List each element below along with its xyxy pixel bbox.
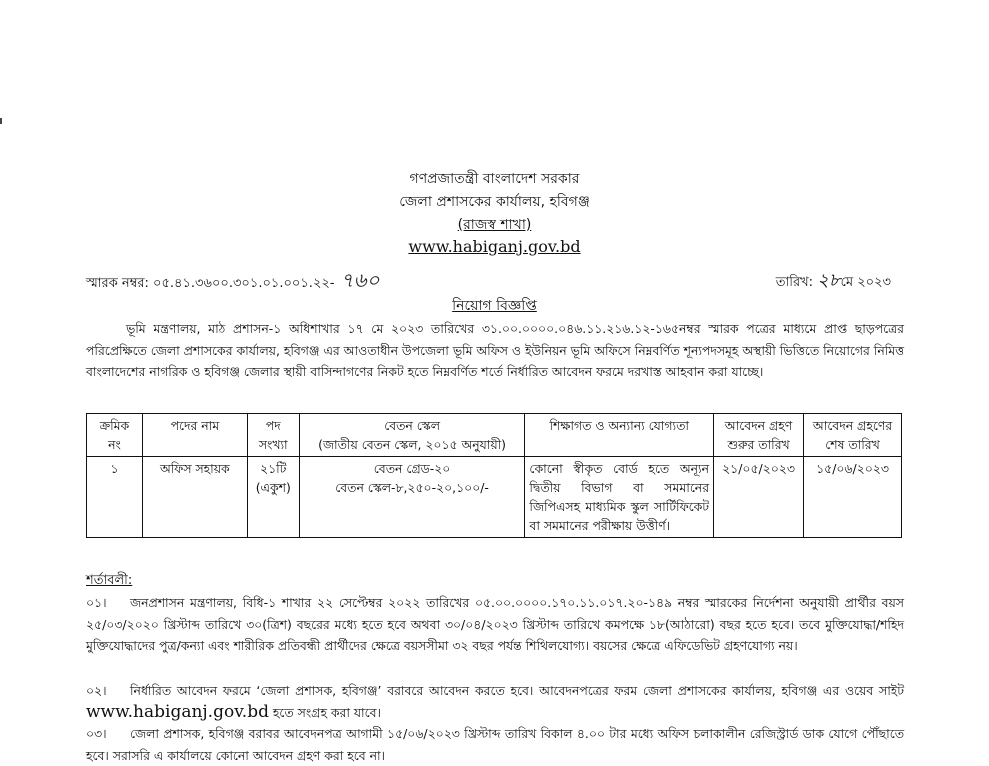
condition-1-number: ০১। [86, 595, 107, 610]
notice-title-text: নিয়োগ বিজ্ঞপ্তি [452, 298, 537, 314]
website-link[interactable] [0, 238, 989, 256]
website-text: www.habiganj.gov.bd [408, 237, 581, 256]
date-label: তারিখ: [775, 275, 814, 290]
header-post: পদের নাম [142, 414, 247, 457]
branch-label: (রাজস্ব শাখা) [457, 217, 532, 233]
condition-2-text-a: নির্ধারিত আবেদন ফরমে ‘জেলা প্রশাসক, হবিগঞ্জ’ বরাবরে আবেদন করতে হবে। আবেদনপত্রের ফরম জেলা প্রশাসকের কার্যালয়, হবিগঞ্জ এর ওয়েব সাইট [130, 683, 904, 698]
intro-paragraph [86, 318, 904, 383]
condition-1-text: জনপ্রশাসন মন্ত্রণালয়, বিধি-১ শাখার ২২ সেপ্টেম্বর ২০২২ তারিখের ০৫.০০.০০০০.১৭০.১১.০১৭.২০-১৪৯ নম্বর স্মারকের নির্দেশনা অনুযায়ী প্রার্থীর বয়স ২৫/০৩/২০২০ খ্রিস্টাব্দ তারিখে ৩০(ত্রিশ) বছরের মধ্যে হতে হবে অথবা ৩০/০৪/২০২৩ খ্রিস্টাব্দ তারিখে কমপক্ষে ১৮(আঠারো) বছর হতে হবে। তবে মুক্তিযোদ্ধা/শহিদ মুক্তিযোদ্ধাদের পুত্র/কন্যা এবং শারীরিক প্রতিবন্ধী প্রার্থীদের ক্ষেত্রে বয়সসীমা ৩২ বছর পর্যন্ত শিথিলযোগ্য। বয়সের ক্ষেত্রে এফিডেভিট গ্রহণযোগ্য নয়। [86, 595, 904, 653]
header-start-date: আবেদন গ্রহণ শুরুর তারিখ [714, 414, 804, 457]
header-count: পদ সংখ্যা [247, 414, 299, 457]
cell-count: ২১টি (একুশ) [247, 457, 299, 538]
cell-start-date: ২১/০৫/২০২৩ [714, 457, 804, 538]
condition-2-website[interactable]: www.habiganj.gov.bd [86, 701, 269, 722]
header-pay-scale: বেতন স্কেল (জাতীয় বেতন স্কেল, ২০১৫ অনুযায়ী) [299, 414, 525, 457]
header-end-date: আবেদন গ্রহণের শেষ তারিখ [804, 414, 902, 457]
scan-mark [0, 118, 2, 124]
office-title: জেলা প্রশাসকের কার্যালয়, হবিগঞ্জ [399, 194, 590, 210]
table-header-row [87, 414, 902, 457]
cell-serial: ১ [87, 457, 143, 538]
memo-label: স্মারক নম্বর: ০৫.৪১.৩৬০০.৩০১.০১.০০১.২২- [86, 276, 335, 291]
condition-2-text-b: হতে সংগ্রহ করা যাবে। [272, 704, 381, 720]
branch-title [0, 216, 989, 234]
condition-3-text: জেলা প্রশাসক, হবিগঞ্জ বরাবর আবেদনপত্র আগামী ১৫/০৬/২০২৩ খ্রিস্টাব্দ তারিখ বিকাল ৪.০০ টার মধ্যে অফিস চলাকালীন রেজিস্ট্রার্ড ডাক যোগে পৌঁছাতে হবে। সরাসরি এ কার্যালয়ে কোনো আবেদন গ্রহণ করা হবে না। [86, 726, 904, 763]
condition-2 [86, 680, 904, 723]
vacancy-table [86, 413, 902, 538]
condition-3-number: ০৩। [86, 726, 107, 741]
issue-date [776, 266, 891, 297]
notice-title [0, 294, 989, 318]
table-row [87, 457, 902, 538]
cell-qualification: কোনো স্বীকৃত বোর্ড হতে অন্যূন দ্বিতীয় বিভাগ বা সমমানের জিপিএসহ মাধ্যমিক স্কুল সার্টিফিকেট বা সমমানের পরীক্ষায় উত্তীর্ণ। [525, 457, 714, 538]
condition-1 [86, 592, 904, 657]
date-suffix: মে ২০২৩ [840, 275, 891, 290]
header-serial: ক্রমিক নং [87, 414, 143, 457]
header-qualification: শিক্ষাগত ও অন্যান্য যোগ্যতা [525, 414, 714, 457]
cell-post: অফিস সহায়ক [142, 457, 247, 538]
govt-title: গণপ্রজাতন্ত্রী বাংলাদেশ সরকার [409, 171, 580, 187]
memo-handwritten: ৭৬০ [340, 268, 380, 292]
intro-text: ভূমি মন্ত্রণালয়, মাঠ প্রশাসন-১ অধিশাখার ১৭ মে ২০২৩ তারিখের ৩১.০০.০০০০.০৪৬.১১.২১৬.১২-১৬৫নম্বর স্মারক পত্রের মাধ্যমে প্রাপ্ত ছাড়পত্রের পরিপ্রেক্ষিতে জেলা প্রশাসকের কার্যালয়, হবিগঞ্জ এর আওতাধীন উপজেলা ভূমি অফিস ও ইউনিয়ন ভূমি অফিসে নিম্নবর্ণিত শূন্যপদসমূহ অস্থায়ী ভিত্তিতে নিয়োগের নিমিত্ত বাংলাদেশের নাগরিক ও হবিগঞ্জ জেলার স্থায়ী বাসিন্দাগণের নিকট হতে নিম্নবর্ণিত শর্তে নির্ধারিত আবেদন ফরমে দরখাস্ত আহবান করা যাচ্ছে। [86, 321, 904, 379]
cell-pay-scale: বেতন গ্রেড-২০ বেতন স্কেল-৮,২৫০-২০,১০০/- [299, 457, 525, 538]
date-handwritten: ২৮ [817, 270, 841, 291]
conditions-heading: শর্তাবলী: [86, 573, 133, 588]
cell-end-date: ১৫/০৬/২০২৩ [804, 457, 902, 538]
condition-2-number: ০২। [86, 683, 107, 698]
